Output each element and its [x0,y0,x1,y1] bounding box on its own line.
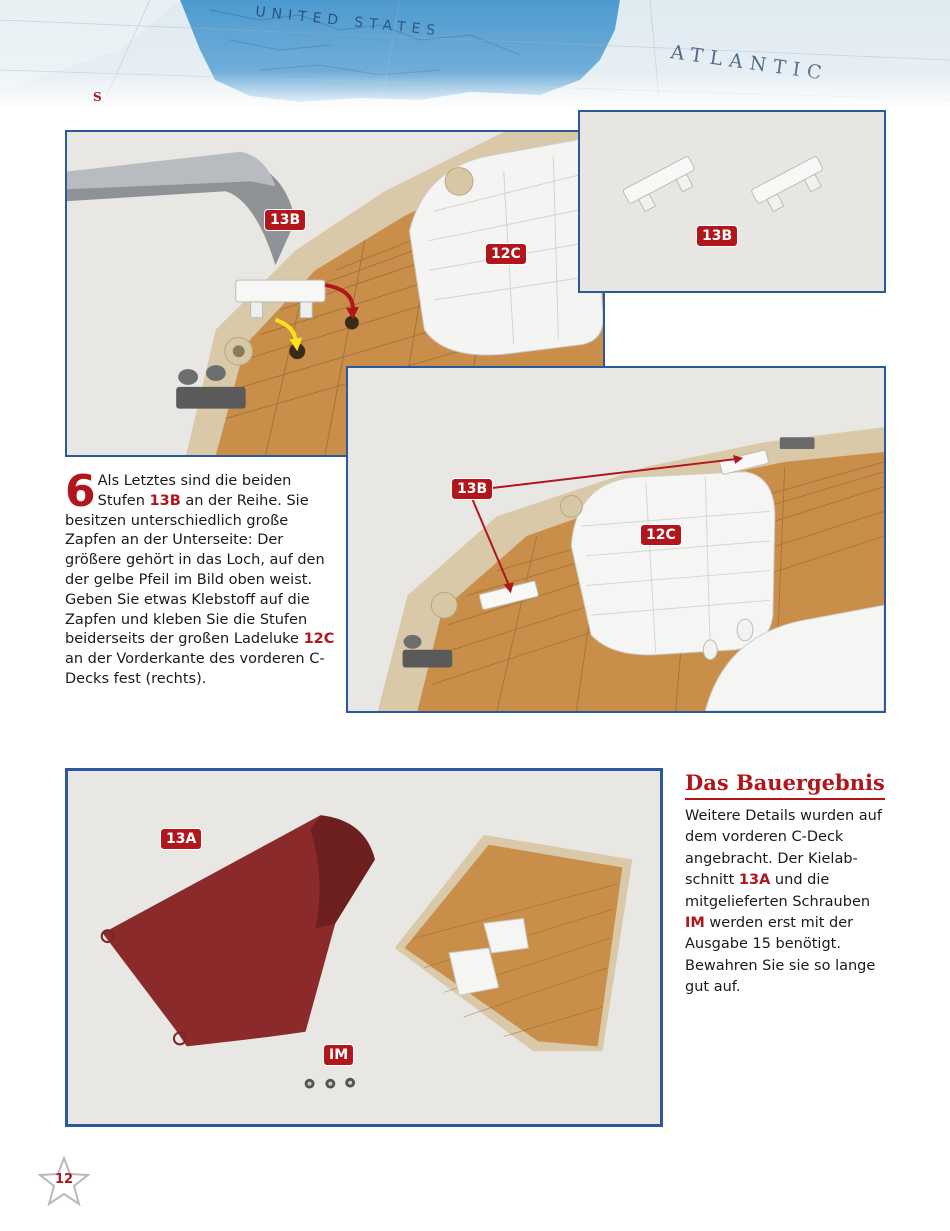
page-number: 12 [54,1172,74,1187]
part-ref-im: IM [685,915,705,932]
step-text-part: an der Vorderkante des vorderen C-Decks fest (rechts). [65,651,325,687]
label-13b: 13B [451,478,493,500]
label-12c: 12C [640,524,682,546]
photo-build-result [65,768,663,1127]
result-heading: Das Bauergebnis [685,770,885,800]
result-text-part: werden erst mit der Ausgabe 15 benötigt. Bewahren Sie sie so lange gut auf. [685,915,876,996]
step-text-part: an der Reihe. Sie besitzen unterschiedlich große Zapfen an der Unterseite: Der größere gehört in das Loch, auf den der gelbe Pfeil im Bild oben weist. Geben Sie etwas Klebstoff auf die Zapfen und kleben Sie die Stufen beiderseits der großen Ladeluke [65,492,325,648]
step-text-part: Als Letztes sind die beiden Stufen [97,473,292,509]
label-13a: 13A [160,828,202,850]
label-12c: 12C [485,243,527,265]
result-text-part: und die mitgelieferten Schrauben [685,872,871,910]
step-6-instructions [65,466,340,690]
part-ref-13b: 13B [149,492,181,509]
label-13b: 13B [696,225,738,247]
label-13b: 13B [264,209,306,231]
label-im: IM [323,1044,354,1066]
part-ref-12c: 12C [303,631,335,648]
compass-letter: S [93,90,102,104]
result-text-part: Weitere Details wurden auf dem vorderen C-Deck angebracht. Der Kielab-schnitt [685,808,882,889]
map-banner [0,0,950,110]
photo-steps-closeup [578,110,886,293]
step-number: 6 [65,466,96,517]
result-text [685,806,890,999]
part-ref-13a: 13A [738,872,771,889]
photo-deck-steps-fixed [346,366,886,713]
